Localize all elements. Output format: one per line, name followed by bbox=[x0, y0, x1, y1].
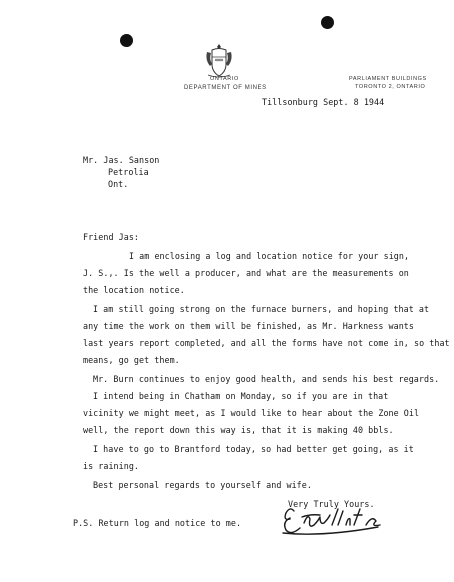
ontario-coat-of-arms bbox=[203, 42, 235, 80]
body-line: J. S.,. Is the well a producer, and what are the measurements on bbox=[83, 268, 409, 278]
body-line: I intend being in Chatham on Monday, so if you are in that bbox=[93, 391, 389, 401]
recipient-name: Mr. Jas. Sanson bbox=[83, 155, 160, 165]
letterhead-department: DEPARTMENT OF MINES bbox=[184, 85, 267, 91]
body-line: well, the report down this way is, that it is making 40 bbls. bbox=[83, 425, 394, 435]
letterhead-city: TORONTO 2, ONTARIO bbox=[355, 84, 426, 90]
body-line: Mr. Burn continues to enjoy good health, and sends his best regards. bbox=[93, 374, 440, 384]
postscript: P.S. Return log and notice to me. bbox=[73, 518, 242, 528]
letterhead-building: PARLIAMENT BUILDINGS bbox=[349, 76, 427, 82]
body-line: I am enclosing a log and location notice for your sign, bbox=[129, 251, 410, 261]
handwritten-signature bbox=[280, 503, 395, 541]
letterhead-province: ONTARIO bbox=[210, 76, 239, 82]
recipient-province: Ont. bbox=[108, 179, 129, 189]
body-line: vicinity we might meet, as I would like to hear about the Zone Oil bbox=[83, 408, 420, 418]
salutation: Friend Jas: bbox=[83, 232, 140, 242]
punch-hole-right bbox=[321, 16, 334, 29]
body-line: Best personal regards to yourself and wife. bbox=[93, 480, 312, 490]
body-line: any time the work on them will be finished, as Mr. Harkness wants bbox=[83, 321, 414, 331]
body-line: means, go get them. bbox=[83, 355, 180, 365]
body-line: I have to go to Brantford today, so had better get going, as it bbox=[93, 444, 414, 454]
dateline: Tillsonburg Sept. 8 1944 bbox=[262, 97, 385, 107]
body-line: I am still going strong on the furnace burners, and hoping that at bbox=[93, 304, 430, 314]
body-line: is raining. bbox=[83, 461, 140, 471]
body-line: last years report completed, and all the forms have not come in, so that bbox=[83, 338, 450, 348]
recipient-town: Petrolia bbox=[108, 167, 149, 177]
body-line: the location notice. bbox=[83, 285, 185, 295]
punch-hole-left bbox=[120, 34, 133, 47]
closing: Very Truly Yours. bbox=[288, 499, 375, 509]
